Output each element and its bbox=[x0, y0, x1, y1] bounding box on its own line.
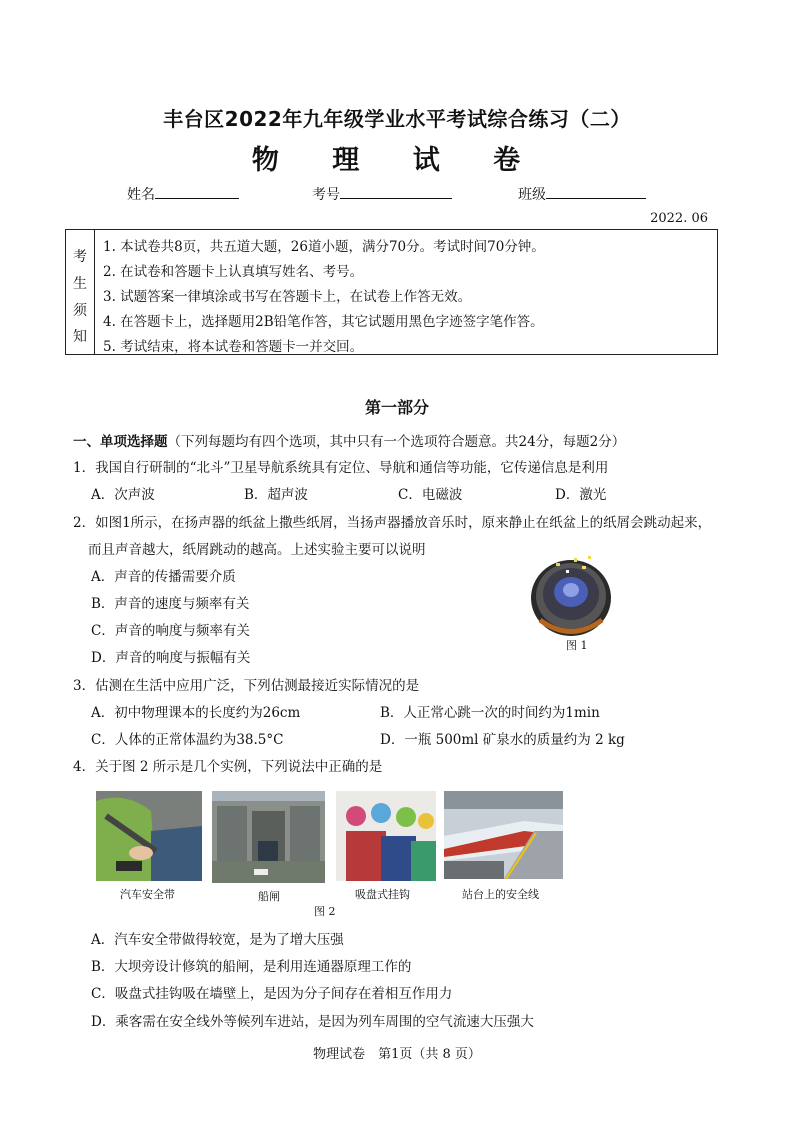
question-2-stem: 2．如图1所示，在扬声器的纸盆上撒些纸屑，当扬声器播放音乐时，原来静止在纸盆上的纸屑会跳动起来， bbox=[73, 515, 712, 531]
q1-option-b: B．超声波 bbox=[244, 487, 308, 503]
q4-option-a: A．汽车安全带做得较宽，是为了增大压强 bbox=[91, 932, 344, 948]
side-char: 知 bbox=[73, 329, 87, 345]
q2-option-a: A．声音的传播需要介质 bbox=[91, 569, 236, 585]
name-label: 姓名 bbox=[127, 187, 155, 203]
image-caption: 船闸 bbox=[258, 890, 280, 903]
side-char: 生 bbox=[73, 276, 87, 292]
q4-option-b: B．大坝旁设计修筑的船闸，是利用连通器原理工作的 bbox=[91, 959, 412, 975]
q3-option-b: B．人正常心跳一次的时间约为1min bbox=[380, 705, 600, 721]
notice-item: 2. 在试卷和答题卡上认真填写姓名、考号。 bbox=[103, 264, 364, 280]
id-field[interactable] bbox=[312, 184, 452, 204]
side-char: 须 bbox=[73, 303, 87, 319]
question-4-stem: 4．关于图 2 所示是几个实例，下列说法中正确的是 bbox=[73, 759, 383, 775]
q3-option-a: A．初中物理课本的长度约为26cm bbox=[91, 705, 301, 721]
notice-side-label bbox=[66, 230, 95, 354]
notice-item: 1. 本试卷共8页，共五道大题，26道小题，满分70分。考试时间70分钟。 bbox=[103, 239, 545, 255]
q2-option-c: C．声音的响度与频率有关 bbox=[91, 623, 250, 639]
part-title: 第一部分 bbox=[364, 398, 429, 417]
ship-lock-photo bbox=[212, 791, 325, 883]
speaker-image bbox=[526, 548, 616, 638]
q1-option-d: D．激光 bbox=[555, 487, 607, 503]
q3-option-d: D．一瓶 500ml 矿泉水的质量约为 2 kg bbox=[380, 732, 625, 748]
q1-option-a: A．次声波 bbox=[91, 487, 155, 503]
section-label: 一、单项选择题 bbox=[73, 434, 168, 450]
image-caption: 汽车安全带 bbox=[120, 888, 175, 901]
id-label: 考号 bbox=[312, 187, 340, 203]
q3-option-c: C．人体的正常体温约为38.5°C bbox=[91, 732, 284, 748]
seatbelt-photo bbox=[96, 791, 202, 881]
side-char: 考 bbox=[73, 249, 87, 265]
section-header bbox=[73, 430, 625, 450]
page-footer: 物理试卷 第1页（共 8 页） bbox=[313, 1047, 481, 1062]
exam-title: 丰台区2022年九年级学业水平考试综合练习（二） bbox=[163, 107, 631, 131]
figure-1-caption: 图 1 bbox=[566, 639, 588, 652]
image-caption: 吸盘式挂钩 bbox=[355, 888, 410, 901]
section-desc: （下列每题均有四个选项，其中只有一个选项符合题意。共24分，每题2分） bbox=[167, 434, 626, 450]
image-caption: 站台上的安全线 bbox=[462, 888, 539, 901]
q4-option-d: D．乘客需在安全线外等候列车进站，是因为列车周围的空气流速大压强大 bbox=[91, 1014, 534, 1030]
question-2-stem-cont: 而且声音越大，纸屑跳动的越高。上述实验主要可以说明 bbox=[88, 542, 426, 558]
q2-option-d: D．声音的响度与振幅有关 bbox=[91, 650, 251, 666]
notice-item: 3. 试题答案一律填涂或书写在答题卡上，在试卷上作答无效。 bbox=[103, 289, 472, 305]
notice-item: 5. 考试结束，将本试卷和答题卡一并交回。 bbox=[103, 339, 364, 355]
exam-date: 2022. 06 bbox=[650, 211, 708, 226]
question-3-stem: 3．估测在生活中应用广泛，下列估测最接近实际情况的是 bbox=[73, 678, 420, 694]
notice-item: 4. 在答题卡上，选择题用2B铅笔作答，其它试题用黑色字迹签字笔作答。 bbox=[103, 314, 544, 330]
suction-hook-photo bbox=[336, 791, 436, 881]
train-platform-photo bbox=[444, 791, 563, 879]
q2-option-b: B．声音的速度与频率有关 bbox=[91, 596, 250, 612]
figure-2-caption: 图 2 bbox=[314, 905, 336, 918]
candidate-notice-box bbox=[65, 229, 718, 355]
class-label: 班级 bbox=[518, 187, 546, 203]
class-field[interactable] bbox=[518, 184, 646, 204]
question-1-stem: 1．我国自行研制的“北斗”卫星导航系统具有定位、导航和通信等功能，它传递信息是利用 bbox=[73, 460, 609, 476]
q4-option-c: C．吸盘式挂钩吸在墙壁上，是因为分子间存在着相互作用力 bbox=[91, 986, 453, 1002]
q1-option-c: C．电磁波 bbox=[398, 487, 463, 503]
subject-title: 物 理 试 卷 bbox=[251, 145, 543, 176]
name-field[interactable] bbox=[127, 184, 239, 204]
